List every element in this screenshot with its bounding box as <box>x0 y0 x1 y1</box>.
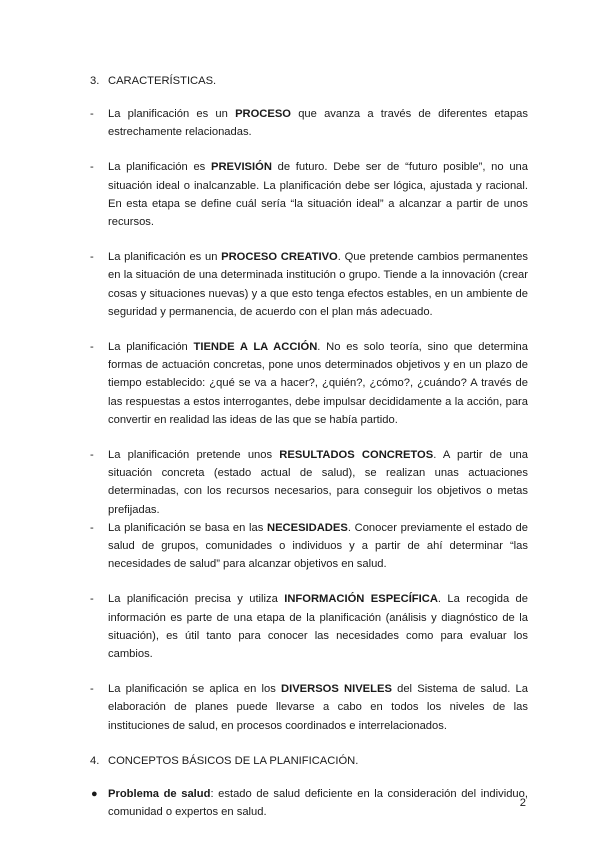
section-4-list <box>90 785 528 821</box>
section-4-title: CONCEPTOS BÁSICOS DE LA PLANIFICACIÓN. <box>108 754 359 767</box>
dash-bullet: - <box>90 449 94 462</box>
list-item: - La planificación es un PROCESO que avanza a través de diferentes etapas estrechamente relacionadas. <box>90 105 528 141</box>
list-item: - La planificación se aplica en los DIVERSOS NIVELES del Sistema de salud. La elaboración de planes puede llevarse a cabo en todos los niveles de las instituciones de salud, en procesos coordinados e interrelacionados. <box>90 680 528 735</box>
dash-bullet: - <box>90 593 94 606</box>
list-item: - La planificación es un PROCESO CREATIVO. Que pretende cambios permanentes en la situación de una determinada institución o grupo. Tiende a la innovación (crear cosas y situaciones nuevas) y a que esto tenga efectos estables, en un ambiente de seguridad y permanencia, de acuerdo con el plan más adecuado. <box>90 248 528 321</box>
list-item: - La planificación se basa en las NECESIDADES. Conocer previamente el estado de salud de grupos, comunidades o individuos y a partir de ahí determinar “las necesidades de salud” para alcanzar objetivos en salud. <box>90 519 528 574</box>
list-item: - La planificación es PREVISIÓN de futuro. Debe ser de “futuro posible”, no una situación ideal o inalcanzable. La planificación debe ser lógica, ajustada y racional. En esta etapa se define cuál sería “la situación ideal” a alcanzar a partir de unos recursos. <box>90 158 528 231</box>
keyword: Problema de salud <box>108 787 211 800</box>
list-item: - La planificación pretende unos RESULTADOS CONCRETOS. A partir de una situación concreta (estado actual de salud), se realizan unas actuaciones determinadas, con los recursos necesarios, para conseguir los objetivos o metas prefijadas. <box>90 446 528 519</box>
section-3-number: 3. <box>90 75 100 87</box>
section-4-number: 4. <box>90 754 100 767</box>
keyword: PROCESO <box>235 108 292 120</box>
list-item: ● Problema de salud: estado de salud deficiente en la consideración del individuo, comunidad o expertos en salud. <box>90 785 528 821</box>
keyword: RESULTADOS CONCRETOS <box>279 449 434 462</box>
keyword: DIVERSOS NIVELES <box>281 683 392 696</box>
list-item: - La planificación precisa y utiliza INFORMACIÓN ESPECÍFICA. La recogida de información es parte de una etapa de la planificación (análisis y diagnóstico de la situación), es útil tanto para conocer las necesidades como para evaluar los cambios. <box>90 590 528 663</box>
list-item: - La planificación TIENDE A LA ACCIÓN. No es solo teoría, sino que determina formas de actuación concretas, pone unos determinados objetivos y en un plazo de tiempo establecido: ¿qué se va a hacer?, ¿quién?, ¿cómo?, ¿cuándo? A través de las respuestas a estos interrogantes, debe impulsar decididamente a la acción, para convertir en realidad las ideas de las que se había partido. <box>90 338 528 429</box>
dash-bullet: - <box>90 341 94 354</box>
dash-bullet: - <box>90 683 94 696</box>
dash-bullet: - <box>90 251 94 264</box>
page-number: 2 <box>519 797 526 809</box>
section-4-heading <box>90 752 528 770</box>
page-content <box>90 72 528 838</box>
keyword: TIENDE A LA ACCIÓN <box>193 341 318 354</box>
section-3-list <box>90 105 528 735</box>
keyword: INFORMACIÓN ESPECÍFICA <box>284 593 438 606</box>
round-bullet-icon: ● <box>91 787 98 800</box>
dash-bullet: - <box>90 521 94 534</box>
keyword: PREVISIÓN <box>210 161 272 174</box>
keyword: NECESIDADES <box>267 521 348 534</box>
section-3-title: CARACTERÍSTICAS. <box>108 75 217 87</box>
keyword: PROCESO CREATIVO <box>221 251 338 264</box>
dash-bullet: - <box>90 161 94 174</box>
section-3-heading <box>90 72 528 90</box>
dash-bullet: - <box>90 108 94 120</box>
